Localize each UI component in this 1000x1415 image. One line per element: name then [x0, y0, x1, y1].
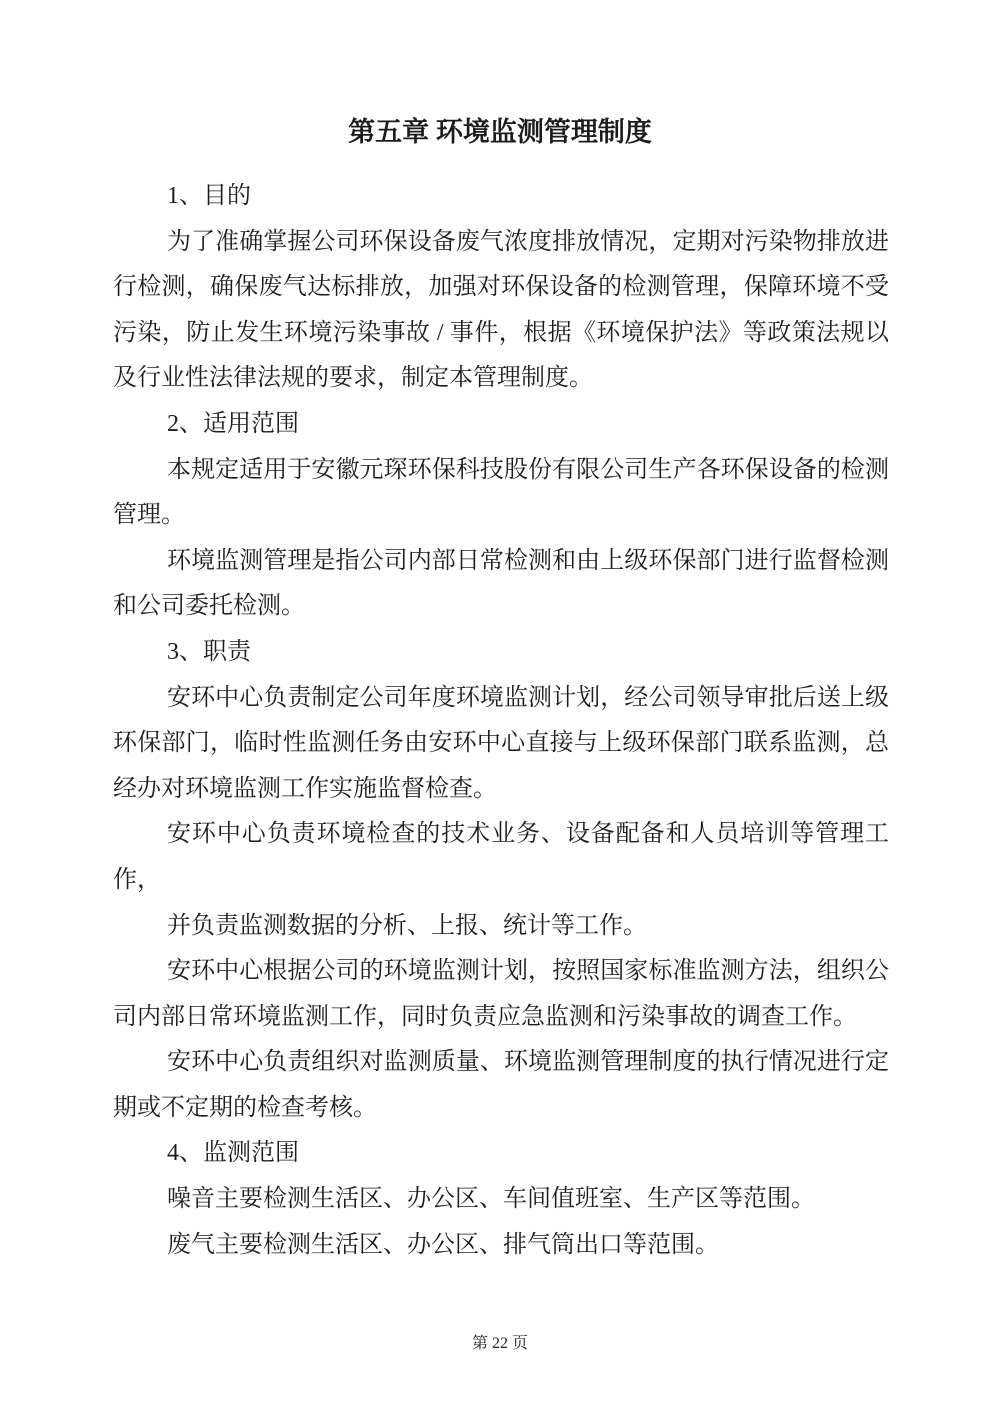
text-line: 司内部日常环境监测工作，同时负责应急监测和污染事故的调查工作。: [113, 1003, 857, 1030]
text-line: 作，: [113, 866, 161, 893]
text-line: 及行业性法律法规的要求，制定本管理制度。: [113, 365, 593, 392]
text-line: 行检测，确保废气达标排放，加强对环保设备的检测管理，保障环境不受: [113, 274, 889, 301]
page-number: 第 22 页: [471, 1335, 528, 1352]
text-line: 为了准确掌握公司环保设备废气浓度排放情况，定期对污染物排放进: [167, 228, 889, 255]
text-line: 管理。: [113, 502, 185, 529]
text-line: 并负责监测数据的分析、上报、统计等工作。: [167, 912, 647, 939]
text-line: 环境监测管理是指公司内部日常检测和由上级环保部门进行监督检测: [167, 547, 889, 574]
text-line: 2、适用范围: [167, 410, 299, 437]
text-line: 期或不定期的检查考核。: [113, 1094, 377, 1121]
text-line: 环保部门，临时性监测任务由安环中心直接与上级环保部门联系监测，总: [113, 730, 889, 757]
text-line: 污染，防止发生环境污染事故 / 事件，根据《环境保护法》等政策法规以: [113, 319, 889, 346]
text-line: 本规定适用于安徽元琛环保科技股份有限公司生产各环保设备的检测: [167, 456, 889, 483]
text-line: 安环中心负责环境检查的技术业务、设备配备和人员培训等管理工: [167, 821, 889, 848]
text-line: 和公司委托检测。: [113, 593, 305, 620]
text-line: 4、监测范围: [167, 1140, 299, 1167]
text-line: 安环中心根据公司的环境监测计划，按照国家标准监测方法，组织公: [167, 958, 889, 985]
text-line: 3、职责: [167, 638, 251, 665]
text-line: 废气主要检测生活区、办公区、排气筒出口等范围。: [167, 1231, 719, 1258]
text-line: 安环中心负责组织对监测质量、环境监测管理制度的执行情况进行定: [167, 1049, 889, 1076]
page-footer: [0, 1331, 1000, 1357]
text-line: 1、目的: [167, 183, 251, 209]
text-line: 安环中心负责制定公司年度环境监测计划，经公司领导审批后送上级: [167, 684, 889, 711]
text-line: 经办对环境监测工作实施监督检查。: [113, 775, 497, 802]
page-title: 第五章 环境监测管理制度: [348, 117, 652, 147]
text-line: 噪音主要检测生活区、办公区、车间值班室、生产区等范围。: [167, 1186, 815, 1213]
document-body: [113, 174, 889, 1268]
